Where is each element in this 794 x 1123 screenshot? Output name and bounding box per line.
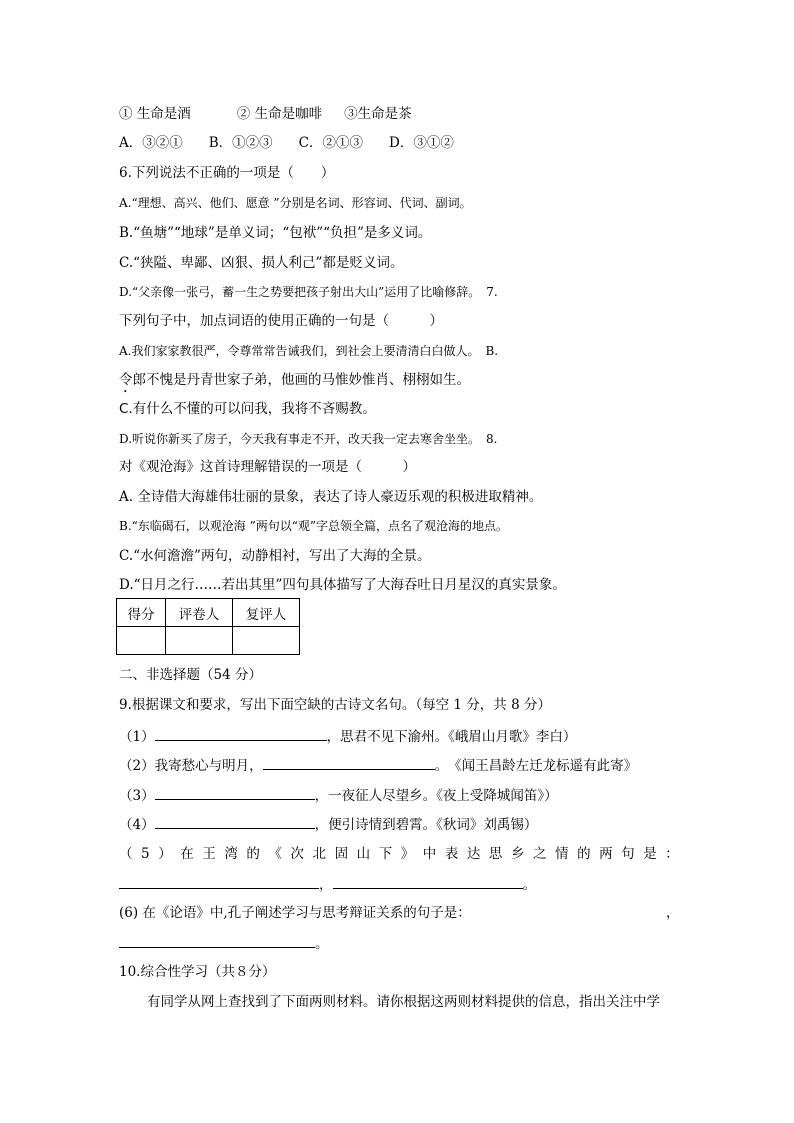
q9-line-4 [119,814,537,834]
q9-line-3 [119,785,558,805]
q9-5-char: 次 [290,846,304,862]
q9-5-char: 5 [141,846,150,862]
q9-1-blank[interactable] [155,726,327,741]
q9-2-head: （2）我寄愁心与明月， [119,758,263,774]
score-table [116,598,300,655]
q9-3-number: （3） [119,788,155,804]
q7-option-b [119,371,470,396]
q6-option-a: A.“理想、高兴、他们、愿意 ”分别是名词、形容词、代词、副词。 [119,196,472,210]
q9-1-number: （1） [119,729,155,745]
q9-4-tail: ，便引诗情到碧霄。《秋词》刘禹锡） [314,817,538,833]
q7-stem: 下列句子中，加点词语的使用正确的一句是（ ） [119,313,443,329]
q9-5-char: 的 [577,846,591,862]
q9-5-char: 在 [180,846,194,862]
grader-cell[interactable] [166,627,233,655]
q9-4-number: （4） [119,817,155,833]
q9-stem: 9.根据课文和要求，写出下面空缺的古诗文名句。（每空 1 分，共 8 分） [119,697,551,713]
q9-5-char: 山 [356,846,371,862]
q9-6-blank[interactable] [119,933,315,948]
q9-6-comma: ， [666,905,680,921]
q5-choice-b: B．①②③ [208,135,273,151]
q9-5-char: 乡 [510,846,525,862]
q9-line-2 [119,755,637,775]
q9-line-1 [119,726,576,746]
q9-6-head: (6) 在《论语》中,孔子阐述学习与思考辩证关系的句子是： [119,905,471,921]
q9-5-char: 》 [400,846,415,862]
q9-2-tail: 。 《闻王昌龄左迁龙标遥有此寄》 [434,758,638,774]
q9-5-char: 表 [444,846,459,862]
q9-2-blank[interactable] [263,755,435,770]
q9-5-char: 思 [488,846,503,862]
q9-5-char: ） [158,846,172,862]
q5-option-2: ② 生命是咖啡 [236,106,323,122]
q9-line-5 [119,845,679,863]
score-header: 得分 [117,599,166,627]
q8-option-a: A. 全诗借大海雄伟壮丽的景象，表达了诗人豪迈乐观的积极进取精神。 [119,489,543,505]
q9-5-char: 《 [268,846,282,862]
reviewer-cell[interactable] [233,627,300,655]
q5-choices [119,134,454,152]
q9-5-char: （ [119,846,133,862]
q6-stem: 6.下列说法不正确的一项是（ ） [119,165,335,181]
q9-5-char: 湾 [224,846,238,862]
q6-option-c: C.“狭隘、卑鄙、凶狠、损人利己”都是贬义词。 [119,255,404,271]
reviewer-header: 复评人 [233,599,300,627]
q5-choice-d: D．③①② [389,135,454,151]
q9-5-end: 。 [522,877,536,893]
q9-4-blank[interactable] [155,814,315,829]
q9-line-5b [119,874,536,894]
q7-option-b-text: 郎不愧是丹青世家子弟，他画的马惟妙惟肖、栩栩如生。 [132,372,470,388]
q9-line-6b [119,933,329,953]
q5-options-line [119,105,412,123]
q9-5-char: 下 [378,846,393,862]
q9-1-tail: ，思君不见下渝州。《峨眉山月歌》李白） [326,729,577,745]
q8-option-b: B.“东临碣石，以观沧海 ”两句以“观”字总领全篇，点名了观沧海的地点。 [119,519,508,533]
q9-5-char: 句 [621,846,635,862]
part2-title: 二、非选择题（54 分） [119,667,262,683]
q8-stem: 对《观沧海》这首诗理解错误的一项是（ ） [119,459,416,475]
q9-5-char: 固 [334,846,349,862]
q9-5-char: 两 [599,846,613,862]
q8-option-d: D.“日月之行……若出其里”四句具体描写了大海吞吐日月星汉的真实景象。 [119,577,566,593]
q6-option-d: D.“父亲像一张弓，蓄一生之势要把孩子射出大山”运用了比喻修辞。 7. [119,285,498,299]
q5-choice-c: C．②①③ [298,135,364,151]
q5-option-3: ③生命是茶 [344,106,412,122]
score-cell[interactable] [117,627,166,655]
q9-5-comma: ， [319,877,333,893]
q5-option-1: ① 生命是酒 [119,106,191,122]
q9-5-char: 之 [532,846,547,862]
q5-choice-a: A．③②① [119,135,183,151]
grader-header: 评卷人 [166,599,233,627]
q9-5-char: ： [665,846,679,862]
q7-option-c: C.有什么不懂的可以问我，我将不吝赐教。 [119,401,376,417]
q9-5-char: 中 [422,846,437,862]
q9-5-char: 情 [555,846,569,862]
q9-3-tail: ，一夜征人尽望乡。《夜上受降城闻笛》） [314,788,558,804]
q6-option-b: B.“鱼塘”“地球”是单义词；“包袱”“负担”是多义词。 [119,225,432,241]
q9-5-char: 达 [466,846,481,862]
q9-5-char: 北 [312,846,327,862]
q7-option-a: A.我们家家教很严，令尊常常告诫我们，到社会上要清清白白做人。 B. [119,344,499,358]
q10-text: 有同学从网上查找到了下面两则材料。请你根据这两则材料提供的信息，指出关注中学 [147,994,660,1010]
q9-5-char: 是 [643,846,657,862]
q9-5-char: 的 [246,846,260,862]
q7-option-d: D.听说你新买了房子，今天我有事走不开，改天我一定去寒舍坐坐。 8. [119,432,498,446]
q9-5-char: 王 [202,846,216,862]
q9-5-blank-2[interactable] [333,874,523,889]
q7-dotted-char: 令 [119,372,133,388]
q9-3-blank[interactable] [155,785,315,800]
q8-option-c: C.“水何澹澹”两句，动静相衬，写出了大海的全景。 [119,548,431,564]
q9-5-blank-1[interactable] [119,874,319,889]
q9-6-end: 。 [315,936,329,952]
q10-stem: 10.综合性学习（共８分） [119,964,276,980]
q9-line-6 [119,904,471,922]
